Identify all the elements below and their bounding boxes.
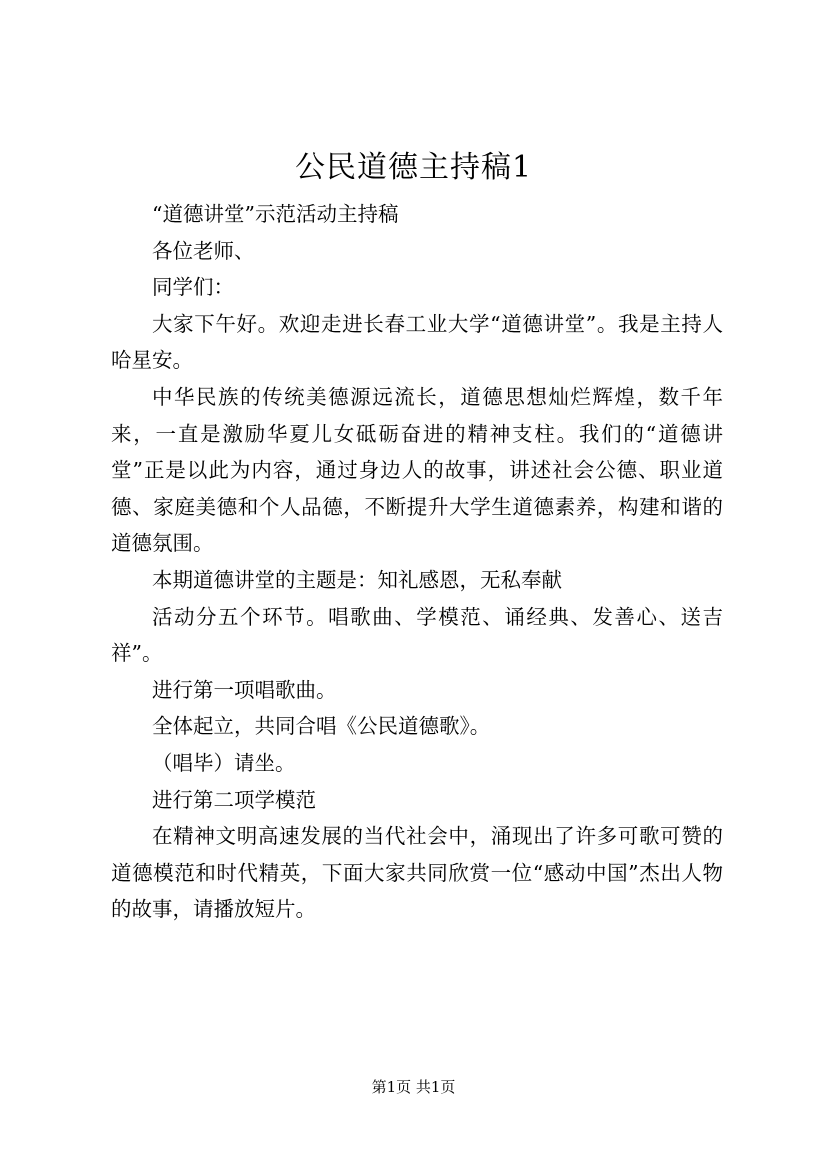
document-body bbox=[111, 196, 723, 928]
paragraph-greeting-teachers: 各位老师、 bbox=[152, 238, 255, 263]
paragraph-be-seated: （唱毕）请坐。 bbox=[152, 750, 296, 775]
paragraph-welcome: 大家下午好。欢迎走进长春工业大学“道德讲堂”。我是主持人哈星安。 bbox=[111, 311, 723, 373]
paragraph-heading: “道德讲堂”示范活动主持稿 bbox=[152, 202, 399, 226]
paragraph-theme: 本期道德讲堂的主题是：知礼感恩，无私奉献 bbox=[152, 567, 562, 592]
paragraph-introduction: 中华民族的传统美德源远流长，道德思想灿烂辉煌，数千年来，一直是激励华夏儿女砥砺奋进的精神支柱。我们的“道德讲堂”正是以此为内容，通过身边人的故事，讲述社会公德、职业道德、家庭美德和个人品德，不断提升大学生道德素养，构建和谐的道德氛围。 bbox=[111, 384, 723, 556]
paragraph-sing-together: 全体起立，共同合唱《公民道德歌》。 bbox=[152, 714, 491, 739]
paragraph-agenda: 活动分五个环节。唱歌曲、学模范、诵经典、发善心、送吉祥”。 bbox=[111, 604, 723, 666]
paragraph-role-models: 在精神文明高速发展的当代社会中，涌现出了许多可歌可赞的道德模范和时代精英，下面大家共同欣赏一位“感动中国”杰出人物的故事，请播放短片。 bbox=[111, 824, 723, 922]
paragraph-greeting-students: 同学们： bbox=[152, 275, 234, 300]
paragraph-item-one: 进行第一项唱歌曲。 bbox=[152, 677, 337, 702]
paragraph-item-two: 进行第二项学模范 bbox=[152, 787, 316, 812]
page-number-footer: 第1页 共1页 bbox=[371, 1078, 456, 1096]
document-title: 公民道德主持稿1 bbox=[294, 150, 533, 185]
